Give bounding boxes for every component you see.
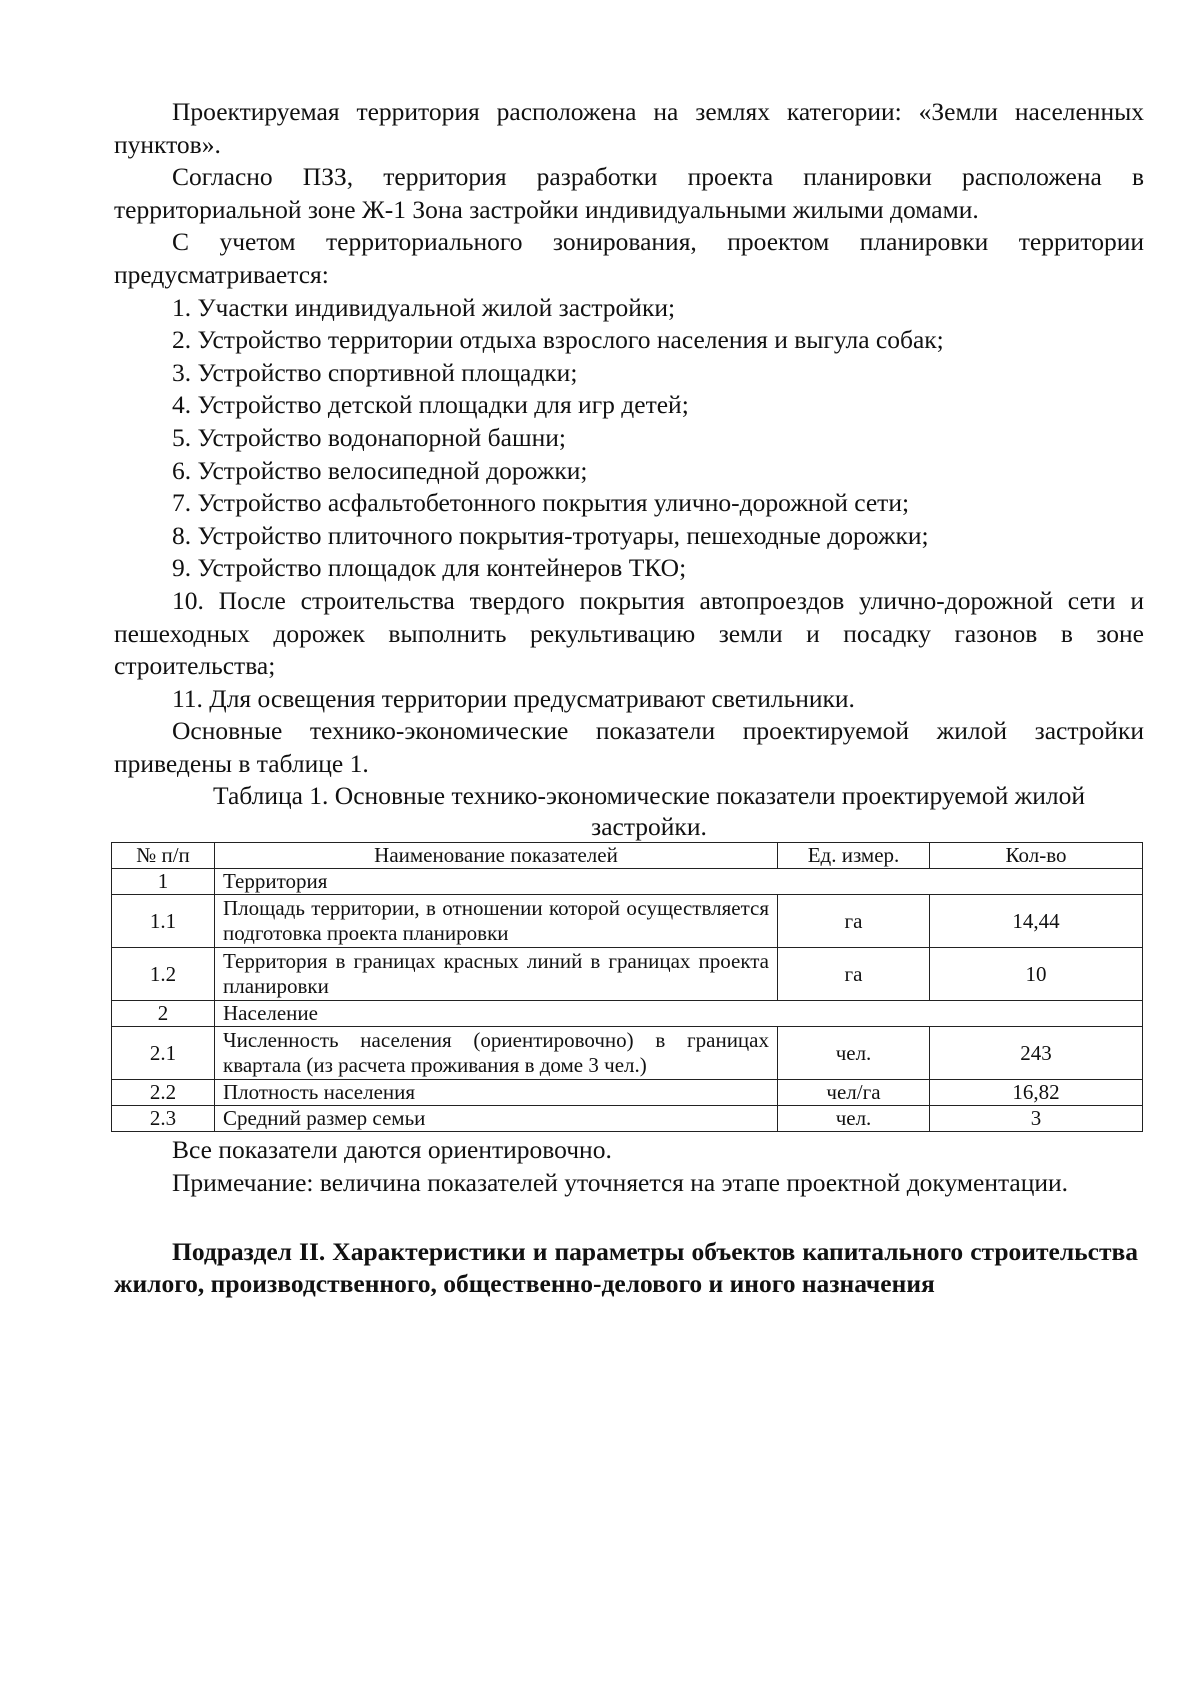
- table-row: [112, 1080, 1143, 1106]
- cell-name: Численность населения (ориентировочно) в границах квартала (из расчета проживания в доме 3 чел.): [215, 1027, 778, 1080]
- paragraph-zone: Согласно ПЗЗ, территория разработки проекта планировки расположена в территориальной зоне Ж-1 Зона застройки индивидуальными жилыми домами.: [114, 162, 1144, 224]
- subsection-heading: Подраздел II. Характеристики и параметры объектов капитального строительства жилого, производственного, общественно-делового и иного назначения: [114, 1236, 1138, 1299]
- cell-num: 2.3: [112, 1106, 215, 1132]
- paragraph-planning-intro: С учетом территориального зонирования, проектом планировки территории предусматривается:: [114, 227, 1144, 289]
- list-item: 7. Устройство асфальтобетонного покрытия улично-дорожной сети;: [172, 488, 910, 518]
- cell-name: Площадь территории, в отношении которой осуществляется подготовка проекта планировки: [215, 895, 778, 948]
- list-item: 11. Для освещения территории предусматривают светильники.: [172, 683, 855, 713]
- cell-num: 2: [112, 1001, 215, 1027]
- cell-qty: 16,82: [930, 1080, 1143, 1106]
- cell-num: 1.2: [112, 948, 215, 1001]
- cell-unit: га: [778, 948, 930, 1001]
- paragraph-table-intro: Основные технико-экономические показатели проектируемой жилой застройки приведены в таблице 1.: [114, 716, 1144, 778]
- document-page: [114, 96, 1144, 1301]
- table-row: [112, 1001, 1143, 1027]
- cell-num: 1: [112, 869, 215, 895]
- paragraph-approximate: Все показатели даются ориентировочно.: [172, 1135, 612, 1165]
- planning-list: [114, 292, 1144, 716]
- cell-unit: чел.: [778, 1027, 930, 1080]
- cell-qty: 14,44: [930, 895, 1143, 948]
- cell-unit: чел/га: [778, 1080, 930, 1106]
- list-item: 5. Устройство водонапорной башни;: [172, 422, 566, 452]
- list-item: 8. Устройство плиточного покрытия-тротуары, пешеходные дорожки;: [172, 520, 929, 550]
- table-row: [112, 948, 1143, 1001]
- cell-unit: га: [778, 895, 930, 948]
- list-item: 9. Устройство площадок для контейнеров ТКО;: [172, 553, 687, 583]
- table-header-row: [112, 843, 1143, 869]
- table-row: [112, 1027, 1143, 1080]
- cell-num: 2.1: [112, 1027, 215, 1080]
- paragraph-land-category: Проектируемая территория расположена на землях категории: «Земли населенных пунктов».: [114, 97, 1144, 159]
- list-item: 2. Устройство территории отдыха взрослого населения и выгула собак;: [172, 325, 944, 355]
- header-num: № п/п: [112, 843, 215, 869]
- cell-section-name: Территория: [215, 869, 1143, 895]
- cell-section-name: Население: [215, 1001, 1143, 1027]
- list-item: 3. Устройство спортивной площадки;: [172, 357, 578, 387]
- cell-qty: 3: [930, 1106, 1143, 1132]
- cell-qty: 243: [930, 1027, 1143, 1080]
- table-row: [112, 1106, 1143, 1132]
- list-item: 4. Устройство детской площадки для игр детей;: [172, 390, 689, 420]
- list-item: 6. Устройство велосипедной дорожки;: [172, 455, 588, 485]
- indicators-table: [111, 842, 1143, 1132]
- table-caption: Таблица 1. Основные технико-экономические показатели проектируемой жилой застройки.: [213, 781, 1085, 842]
- cell-name: Средний размер семьи: [215, 1106, 778, 1132]
- list-item: 1. Участки индивидуальной жилой застройки;: [172, 292, 676, 322]
- paragraph-note: Примечание: величина показателей уточняется на этапе проектной документации.: [172, 1168, 1069, 1198]
- cell-name: Плотность населения: [215, 1080, 778, 1106]
- cell-num: 1.1: [112, 895, 215, 948]
- cell-name: Территория в границах красных линий в границах проекта планировки: [215, 948, 778, 1001]
- cell-unit: чел.: [778, 1106, 930, 1132]
- cell-num: 2.2: [112, 1080, 215, 1106]
- table-row: [112, 869, 1143, 895]
- header-qty: Кол-во: [930, 843, 1143, 869]
- cell-qty: 10: [930, 948, 1143, 1001]
- list-item: 10. После строительства твердого покрытия автопроездов улично-дорожной сети и пешеходных дорожек выполнить рекультивацию земли и посадку газонов в зоне строительства;: [114, 585, 1144, 681]
- table-row: [112, 895, 1143, 948]
- header-name: Наименование показателей: [215, 843, 778, 869]
- header-unit: Ед. измер.: [778, 843, 930, 869]
